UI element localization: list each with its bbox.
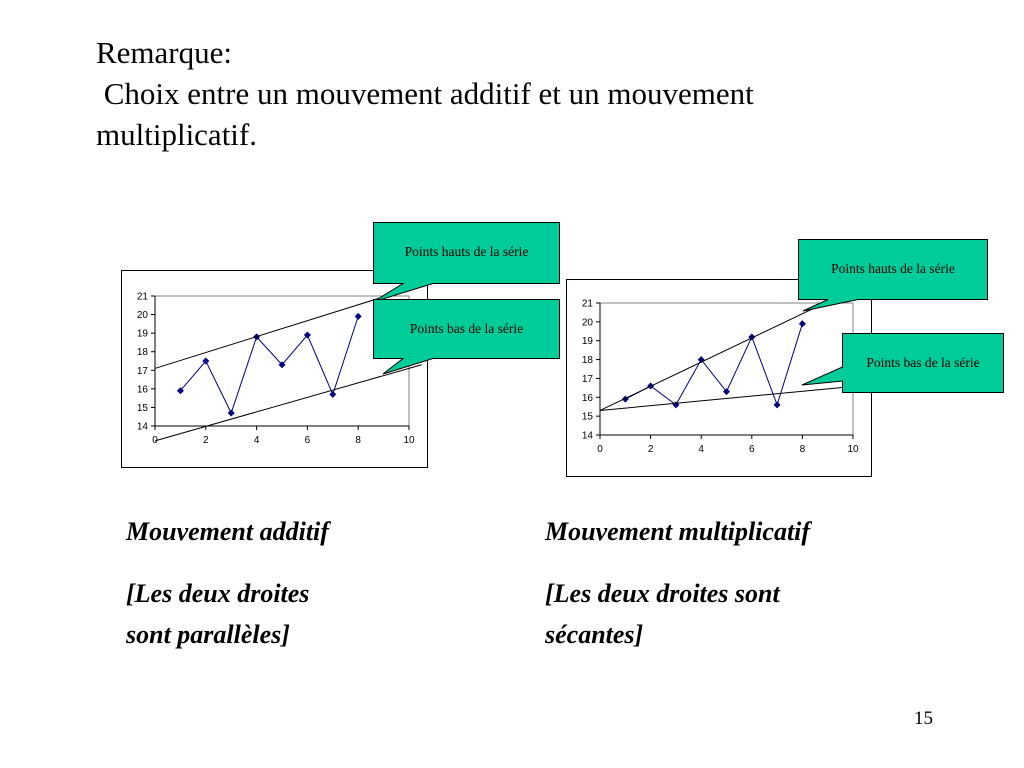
multiplicative-data-point	[799, 320, 806, 327]
additive-ytick-label: 16	[136, 384, 148, 396]
additive-ytick-label: 14	[136, 421, 148, 433]
left-callout-low	[373, 299, 560, 359]
multiplicative-xtick-label: 6	[749, 444, 755, 455]
right-callout-low	[842, 333, 1004, 393]
additive-ytick-label: 19	[136, 328, 148, 340]
left-callout-low-text: Points bas de la série	[409, 321, 524, 336]
multiplicative-xtick-label: 8	[799, 444, 806, 455]
multiplicative-note-line-1: [Les deux droites sont	[545, 579, 780, 608]
title-line-2: Choix entre un mouvement additif et un mouvement	[96, 76, 754, 111]
additive-lower-trend-line	[155, 365, 422, 441]
multiplicative-lower-trend-line	[600, 386, 858, 411]
additive-note-line-2: sont parallèles]	[126, 620, 290, 649]
additive-xtick-label: 10	[403, 435, 415, 446]
page-number: 15	[914, 708, 933, 729]
additive-data-point	[228, 410, 235, 417]
multiplicative-ytick-label: 14	[581, 430, 593, 442]
additive-xtick-label: 6	[304, 435, 311, 446]
multiplicative-xtick-label: 0	[597, 444, 603, 455]
additive-xtick-label: 8	[355, 435, 361, 446]
additive-plot-area	[155, 296, 409, 426]
additive-ytick-label: 21	[136, 291, 148, 303]
right-callout-low-text: Points bas de la série	[866, 355, 980, 370]
left-callout-high-text: Points hauts de la série	[404, 244, 529, 259]
additive-caption: Mouvement additif	[126, 517, 329, 546]
multiplicative-xtick-label: 10	[847, 444, 859, 455]
additive-data-point	[329, 391, 336, 398]
additive-ytick-label: 18	[136, 347, 148, 359]
additive-note-line-1: [Les deux droites	[126, 579, 310, 608]
multiplicative-plot-area	[600, 303, 853, 435]
multiplicative-ytick-label: 15	[581, 411, 593, 423]
right-callout-high	[798, 239, 988, 300]
multiplicative-xtick-label: 4	[698, 444, 704, 455]
additive-xtick-label: 2	[203, 435, 209, 446]
title-line-1: Remarque:	[96, 35, 233, 70]
additive-xtick-label: 4	[253, 435, 260, 446]
multiplicative-caption: Mouvement multiplicatif	[545, 517, 811, 546]
multiplicative-ytick-label: 18	[581, 355, 593, 367]
multiplicative-ytick-label: 16	[581, 392, 593, 404]
multiplicative-ytick-label: 19	[581, 336, 593, 348]
slide-title	[96, 32, 754, 155]
multiplicative-ytick-label: 17	[581, 373, 593, 385]
additive-ytick-label: 20	[136, 310, 148, 322]
additive-xtick-label: 0	[152, 435, 158, 446]
additive-series-line	[180, 316, 358, 413]
additive-ytick-label: 17	[136, 365, 148, 377]
title-line-3: multiplicatif.	[96, 117, 257, 152]
multiplicative-note-line-2: sécantes]	[545, 620, 644, 649]
multiplicative-series-line	[625, 324, 802, 405]
right-callout-high-text: Points hauts de la série	[831, 261, 955, 276]
additive-data-point	[355, 313, 362, 320]
additive-ytick-label: 15	[136, 402, 148, 414]
multiplicative-ytick-label: 21	[581, 298, 593, 310]
left-callout-high	[373, 222, 560, 284]
multiplicative-ytick-label: 20	[581, 317, 593, 329]
multiplicative-data-point	[774, 401, 781, 408]
multiplicative-xtick-label: 2	[647, 444, 654, 455]
multiplicative-upper-trend-line	[600, 299, 833, 410]
